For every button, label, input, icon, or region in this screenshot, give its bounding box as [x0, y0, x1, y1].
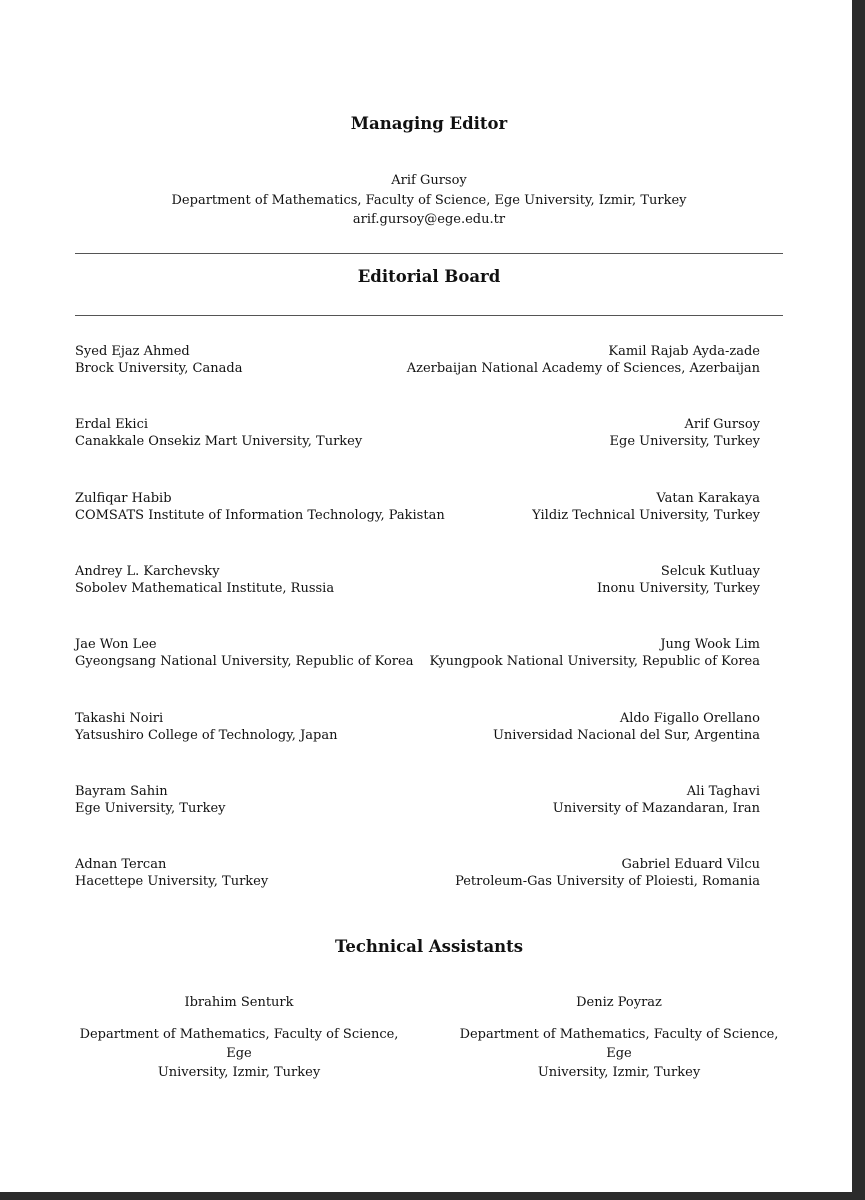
managing-editor-email: arif.gursoy@ege.edu.tr — [352, 212, 506, 227]
member-name: Zulfiqar Habib — [75, 491, 172, 506]
member-name: Andrey L. Karchevsky — [75, 564, 220, 579]
board-member — [429, 636, 760, 670]
member-name: Arif Gursoy — [684, 417, 760, 432]
member-affiliation: Yildiz Technical University, Turkey — [532, 508, 760, 523]
board-member — [407, 343, 760, 377]
board-member — [455, 856, 760, 890]
assistant-affiliation-line1: Department of Mathematics, Faculty of Science, Ege — [79, 1027, 399, 1061]
assistant-affiliation-line2: University, Izmir, Turkey — [537, 1065, 701, 1080]
editorial-board-heading: Editorial Board — [357, 267, 501, 286]
member-affiliation: Canakkale Onsekiz Mart University, Turkey — [75, 434, 363, 449]
member-name: Selcuk Kutluay — [660, 564, 760, 579]
board-member — [75, 636, 413, 670]
board-member — [532, 490, 760, 524]
board-member — [597, 563, 760, 597]
managing-editor-affiliation: Department of Mathematics, Faculty of Science, Ege University, Izmir, Turkey — [171, 193, 687, 208]
member-name: Gabriel Eduard Vilcu — [621, 857, 760, 872]
member-name: Ali Taghavi — [686, 784, 760, 799]
member-name: Aldo Figallo Orellano — [619, 711, 760, 726]
member-affiliation: Gyeongsang National University, Republic of Korea — [75, 654, 414, 669]
board-member — [610, 416, 760, 450]
member-affiliation: Hacettepe University, Turkey — [75, 874, 269, 889]
managing-editor-heading: Managing Editor — [350, 114, 508, 133]
board-member — [75, 563, 334, 597]
assistant-name: Deniz Poyraz — [576, 995, 662, 1010]
member-name: Vatan Karakaya — [656, 491, 760, 506]
divider-top — [75, 253, 783, 254]
member-name: Adnan Tercan — [75, 857, 167, 872]
member-affiliation: Ege University, Turkey — [609, 434, 760, 449]
member-affiliation: Ege University, Turkey — [75, 801, 226, 816]
member-affiliation: Sobolev Mathematical Institute, Russia — [75, 581, 335, 596]
board-member — [75, 783, 225, 817]
board-member — [553, 783, 760, 817]
board-member — [75, 710, 337, 744]
member-affiliation: Brock University, Canada — [75, 361, 243, 376]
divider-bottom — [75, 315, 783, 316]
member-affiliation: Yatsushiro College of Technology, Japan — [75, 728, 338, 743]
board-member — [75, 490, 445, 524]
board-member — [75, 856, 268, 890]
board-member — [75, 416, 362, 450]
assistant-affiliation — [449, 1025, 789, 1082]
member-name: Takashi Noiri — [75, 711, 164, 726]
member-affiliation: Inonu University, Turkey — [596, 581, 760, 596]
assistant-affiliation-line2: University, Izmir, Turkey — [157, 1065, 321, 1080]
member-affiliation: Universidad Nacional del Sur, Argentina — [492, 728, 760, 743]
member-name: Kamil Rajab Ayda-zade — [608, 344, 760, 359]
technical-assistants-heading: Technical Assistants — [334, 937, 524, 956]
assistant-affiliation-line1: Department of Mathematics, Faculty of Science, Ege — [459, 1027, 779, 1061]
member-name: Jung Wook Lim — [660, 637, 760, 652]
board-member — [75, 343, 242, 377]
member-affiliation: University of Mazandaran, Iran — [552, 801, 760, 816]
assistant-name: Ibrahim Senturk — [184, 995, 294, 1010]
member-affiliation: Petroleum-Gas University of Ploiesti, Romania — [455, 874, 760, 889]
member-affiliation: Azerbaijan National Academy of Sciences, Azerbaijan — [406, 361, 760, 376]
member-name: Jae Won Lee — [75, 637, 157, 652]
assistant-affiliation — [69, 1025, 409, 1082]
member-affiliation: Kyungpook National University, Republic of Korea — [429, 654, 760, 669]
member-name: Syed Ejaz Ahmed — [75, 344, 190, 359]
managing-editor-name: Arif Gursoy — [391, 173, 467, 188]
member-affiliation: COMSATS Institute of Information Technology, Pakistan — [75, 508, 445, 523]
member-name: Erdal Ekici — [75, 417, 149, 432]
board-member — [493, 710, 760, 744]
member-name: Bayram Sahin — [75, 784, 168, 799]
